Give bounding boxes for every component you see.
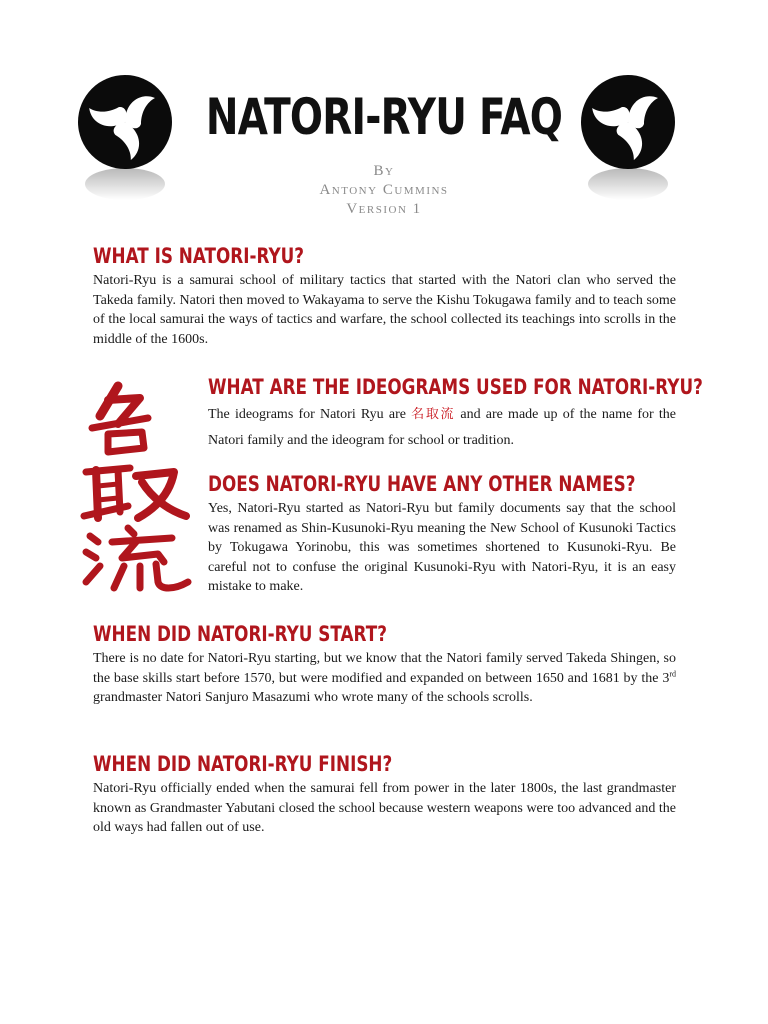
- faq-section-what-is: [93, 243, 676, 349]
- answer-text: and are made up of the name for the Natori family and the ideogram for school or tradition.: [208, 407, 676, 448]
- natori-ryu-kanji: 名取流: [411, 407, 456, 422]
- faq-answer: [208, 402, 676, 454]
- faq-heading: WHAT ARE THE IDEOGRAMS USED FOR NATORI-RYU?: [208, 375, 703, 399]
- natori-ryu-calligraphy: [78, 378, 198, 598]
- faq-answer: [93, 649, 676, 708]
- byline-author: Antony Cummins: [319, 182, 449, 198]
- answer-text: grandmaster Natori Sanjuro Masazumi who wrote many of the schools scrolls.: [93, 690, 533, 706]
- faq-answer: Natori-Ryu officially ended when the samurai fell from power in the later 1800s, the last grandmaster known as Grandmaster Yabutani closed the school because western weapons were too advanced and the old ways had fallen out of use.: [93, 781, 676, 836]
- faq-heading: WHAT IS NATORI-RYU?: [93, 244, 305, 268]
- faq-heading: WHEN DID NATORI-RYU START?: [93, 622, 387, 646]
- faq-section-ideograms: [208, 374, 703, 454]
- faq-section-other-names: [208, 471, 676, 597]
- faq-heading: DOES NATORI-RYU HAVE ANY OTHER NAMES?: [208, 472, 636, 496]
- page-title: NATORI-RYU FAQ: [205, 88, 563, 146]
- faq-section-finish: [93, 751, 676, 838]
- faq-heading: WHEN DID NATORI-RYU FINISH?: [93, 752, 393, 776]
- byline-version: Version 1: [346, 201, 422, 217]
- faq-answer: Natori-Ryu is a samurai school of military tactics that started with the Natori clan who served the Takeda family. Natori then moved to Wakayama to serve the Kishu Tokugawa family and to teach some of the local samurai the ways of tactics and warfare, the school collected its teachings into scrolls in the middle of the 1600s.: [93, 273, 676, 347]
- faq-answer: Yes, Natori-Ryu started as Natori-Ryu but family documents say that the school was renamed as Shin-Kusunoki-Ryu meaning the New School of Kusunoki Tactics by Tokugawa Yorinobu, this was sometimes shortened to Kusunoki-Ryu. Be careful not to confuse the original Kusunoki-Ryu with Natori-Ryu, it is an easy mistake to make.: [208, 501, 676, 595]
- answer-text: The ideograms for Natori Ryu are: [208, 407, 412, 422]
- faq-section-start: [93, 621, 676, 708]
- byline: [0, 162, 768, 219]
- byline-by: By: [373, 163, 395, 179]
- ordinal-suffix: rd: [669, 668, 676, 678]
- answer-text: There is no date for Natori-Ryu starting, but we know that the Natori family served Takeda Shingen, so the base skills start before 1570, but were modified and expanded on between 1650 and 1681 by the 3: [93, 651, 676, 686]
